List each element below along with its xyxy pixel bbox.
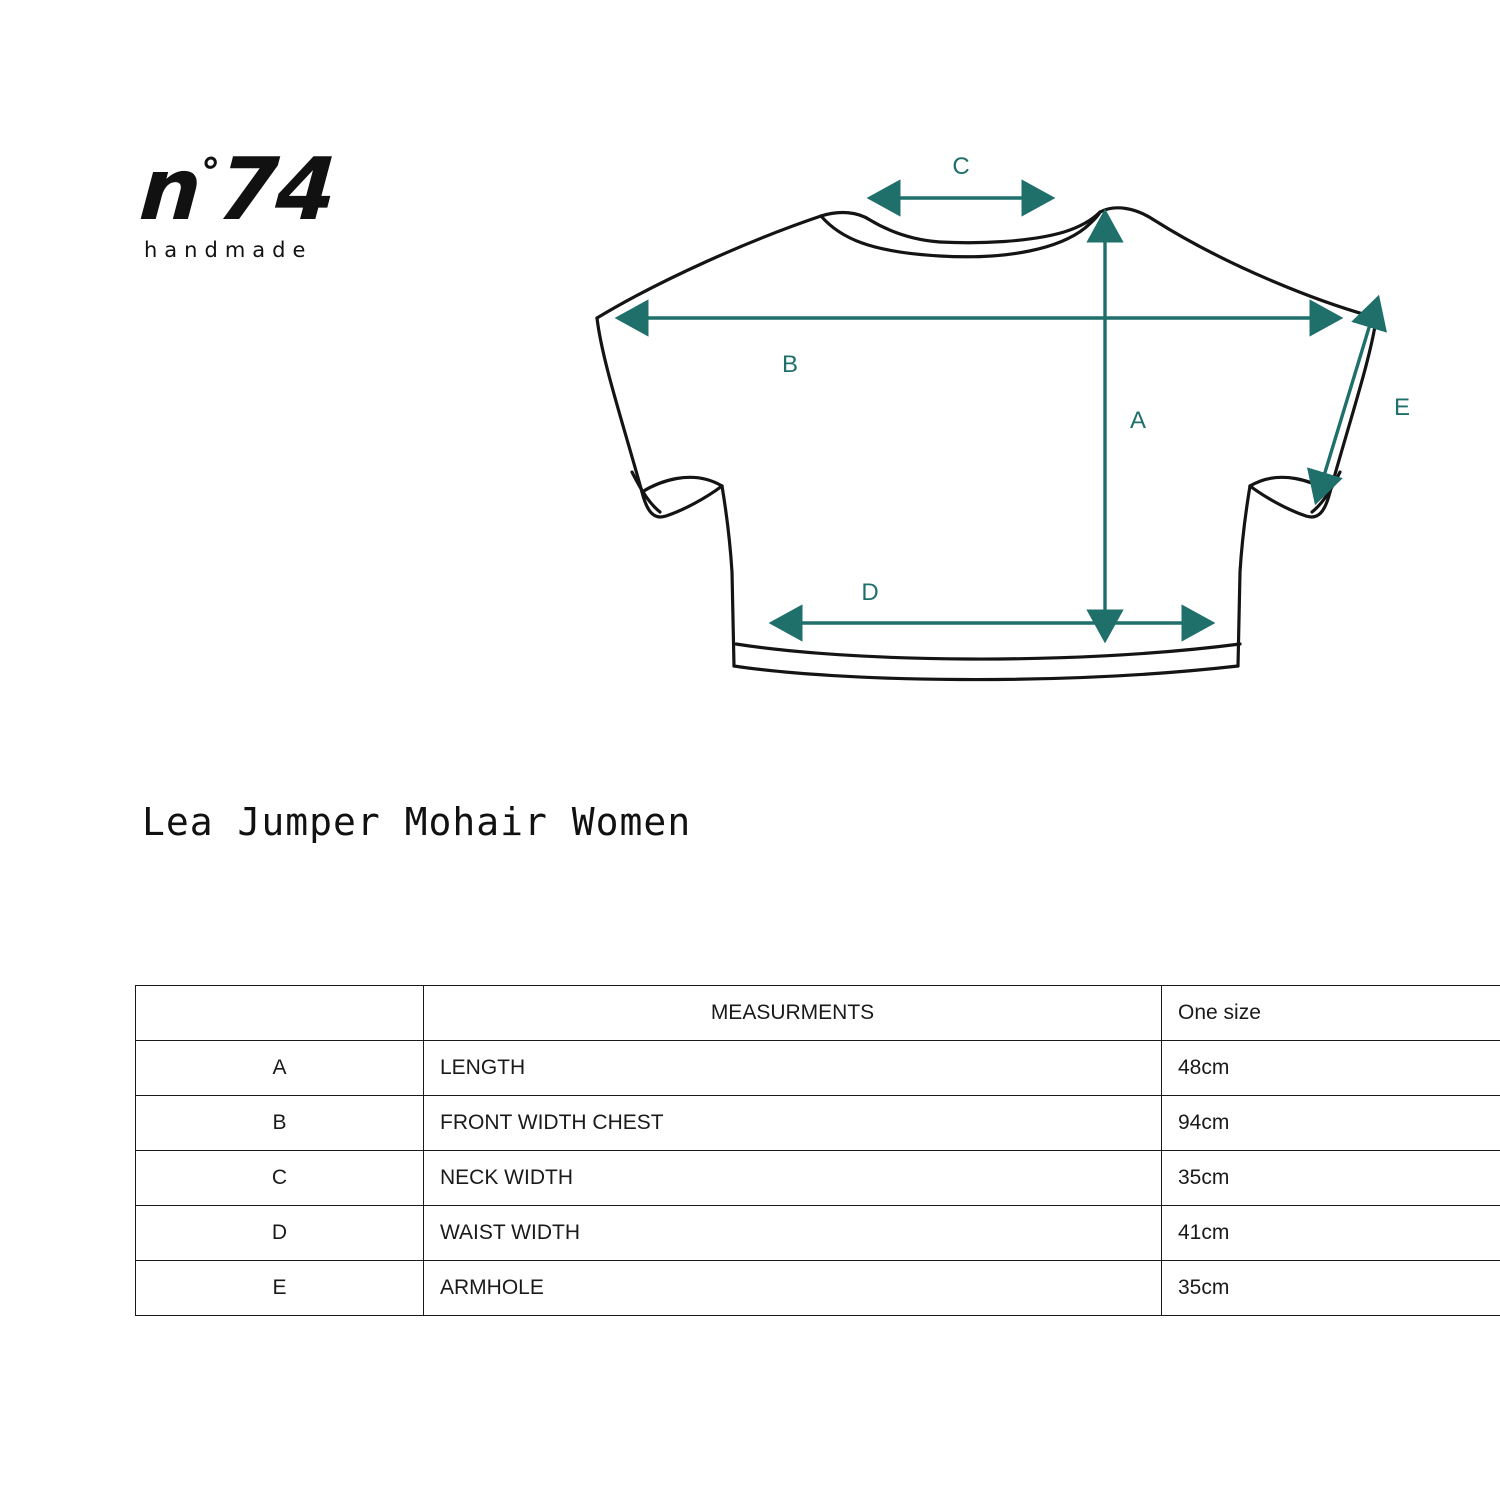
row-code: E — [136, 1261, 424, 1316]
row-name: LENGTH — [424, 1041, 1162, 1096]
table-row — [136, 1151, 1500, 1206]
table-header-code — [136, 986, 424, 1041]
brand-logo-letter: n — [136, 140, 203, 240]
row-name: ARMHOLE — [424, 1261, 1162, 1316]
row-value: 35cm — [1162, 1151, 1500, 1206]
garment-diagram — [540, 120, 1440, 720]
table-header-measurements: MEASURMENTS — [424, 986, 1162, 1041]
measurements-table-wrap — [135, 985, 1405, 1316]
label-e: E — [1393, 394, 1411, 421]
page-title: Lea Jumper Mohair Women — [142, 800, 692, 844]
measurement-labels — [782, 153, 1410, 606]
table-row — [136, 1096, 1500, 1151]
row-value: 48cm — [1162, 1041, 1500, 1096]
brand-logo-mark — [136, 140, 403, 240]
row-code: B — [136, 1096, 424, 1151]
row-code: D — [136, 1206, 424, 1261]
label-c: C — [952, 153, 970, 180]
row-name: FRONT WIDTH CHEST — [424, 1096, 1162, 1151]
brand-logo-number: 74 — [214, 140, 338, 240]
row-code: C — [136, 1151, 424, 1206]
measurements-table — [135, 985, 1500, 1316]
brand-logo-degree: ° — [199, 150, 222, 194]
arrow-e — [1316, 298, 1378, 502]
table-row — [136, 1261, 1500, 1316]
label-a: A — [1129, 407, 1147, 434]
label-d: D — [861, 579, 879, 606]
row-name: WAIST WIDTH — [424, 1206, 1162, 1261]
row-code: A — [136, 1041, 424, 1096]
label-b: B — [781, 351, 799, 378]
row-name: NECK WIDTH — [424, 1151, 1162, 1206]
brand-logo — [136, 140, 400, 262]
table-row — [136, 1206, 1500, 1261]
brand-tagline: handmade — [144, 237, 313, 262]
table-row — [136, 1041, 1500, 1096]
row-value: 94cm — [1162, 1096, 1500, 1151]
garment-diagram-svg — [540, 120, 1440, 720]
row-value: 35cm — [1162, 1261, 1500, 1316]
row-value: 41cm — [1162, 1206, 1500, 1261]
table-header-size: One size — [1162, 986, 1500, 1041]
table-header-row — [136, 986, 1500, 1041]
garment-outline — [597, 208, 1376, 680]
